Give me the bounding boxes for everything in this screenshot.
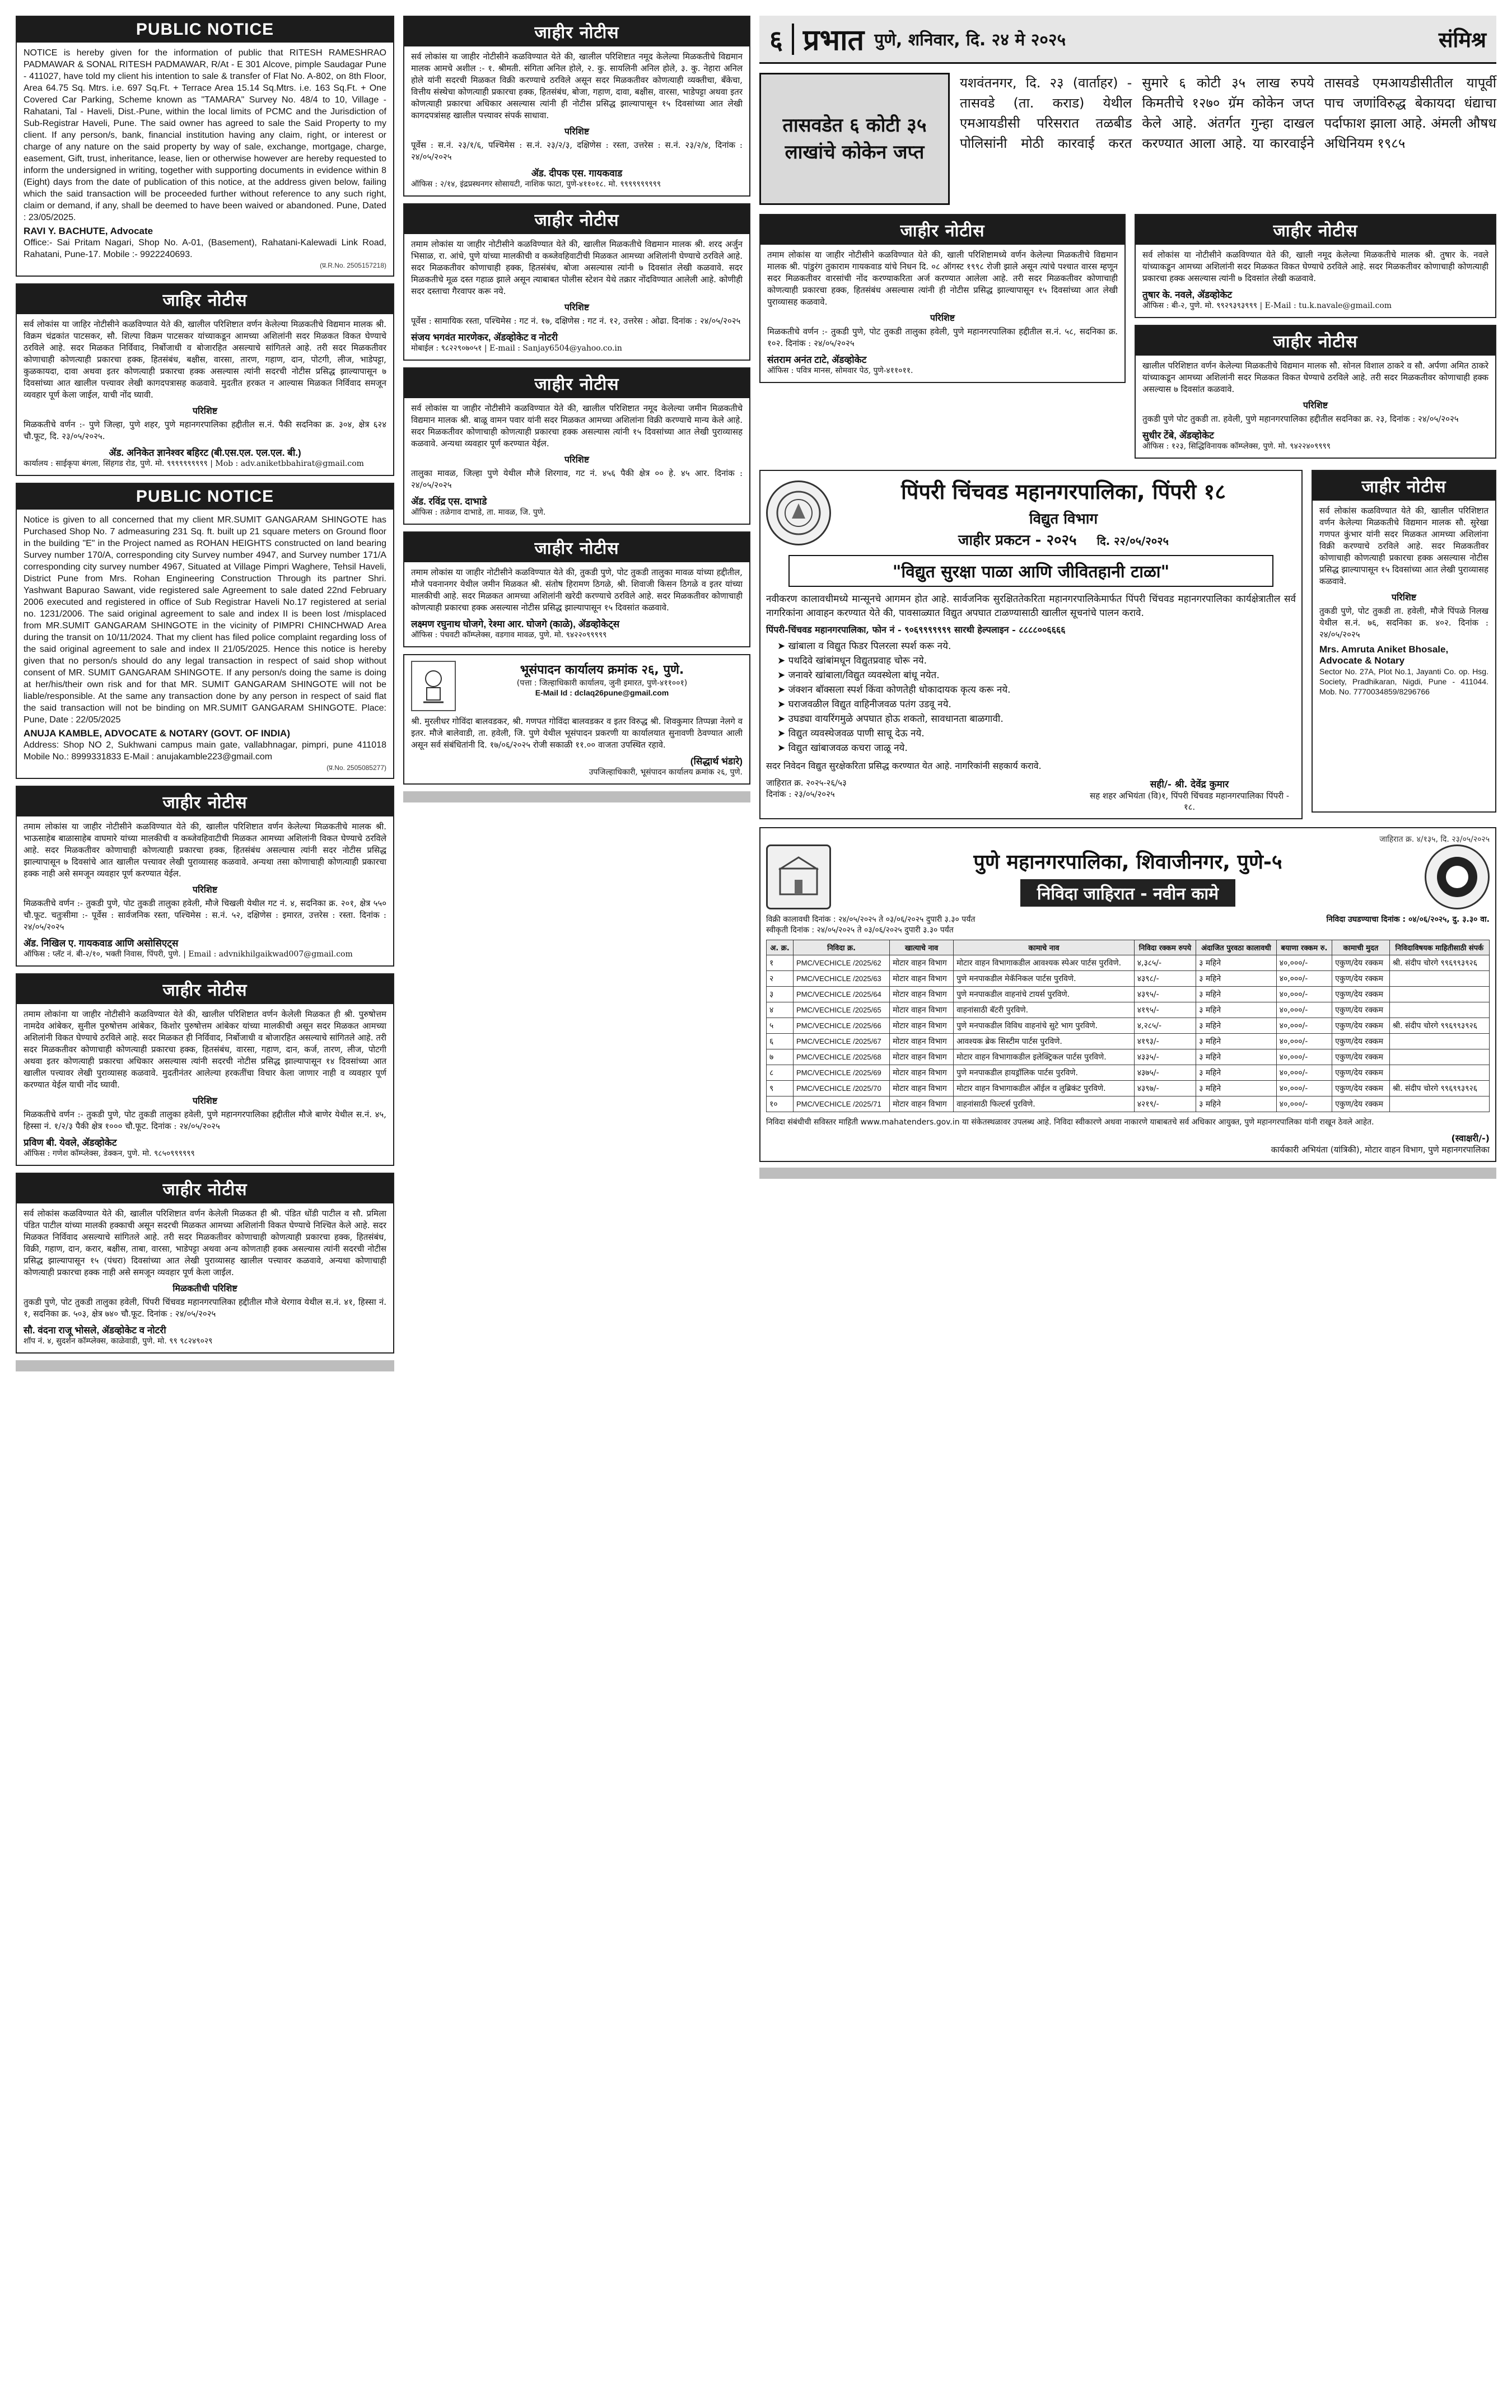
table-row [767, 955, 1490, 971]
pmc-designation: कार्यकारी अभियंता (यांत्रिकी), मोटार वाहन विभाग, पुणे महानगरपालिका [1271, 1145, 1490, 1155]
table-cell: १० [767, 1096, 794, 1112]
pcmc-pr-title: जाहीर प्रकटन - २०२५ [958, 532, 1077, 549]
pmc-org-block [831, 847, 1425, 907]
notice-signer: प्रविण बी. येवले, ॲडव्होकेट [24, 1137, 117, 1148]
table-row [767, 1065, 1490, 1081]
table-cell: ४३९८/- [1134, 971, 1196, 987]
pcmc-electricity-notice [759, 470, 1303, 819]
table-cell [1389, 1034, 1489, 1049]
pmc-emblem-icon [766, 844, 831, 909]
table-cell: २ [767, 971, 794, 987]
office-name: भूसंपादन कार्यालय क्रमांक २६, पुणे. [520, 663, 684, 677]
table-cell: ४०,०००/- [1276, 1096, 1332, 1112]
pcmc-org-name: पिंपरी चिंचवड महानगरपालिका, पिंपरी १८ [900, 479, 1226, 504]
table-cell [1389, 1065, 1489, 1081]
office-email: E-Mail Id : dclaq26pune@gmail.com [535, 688, 669, 697]
col-header: अ. क्र. [767, 940, 794, 955]
masthead-divider [792, 24, 794, 55]
list-item: ➤ घराजवळील विद्युत वाहिनीजवळ पतंग उडवू नये. [777, 697, 1296, 712]
notice-heading: जाहीर नोटीस [17, 787, 393, 816]
table-row [767, 1081, 1490, 1096]
col-header: निविदा क्र. [793, 940, 889, 955]
pcmc-row [759, 465, 1496, 819]
list-item: ➤ विद्युत व्यवस्थेजवळ पाणी साचू देऊ नये. [777, 726, 1296, 741]
schedule-text: मिळकतीचे वर्णन :- पुणे जिल्हा, पुणे शहर, पुणे महानगरपालिका हद्दीतील स.नं. पैकी सदनिका क्र. ३०४, क्षेत्र ६२४ चौ.फूट, दि. २३/०५/२०२५. [24, 419, 386, 441]
table-row [767, 1034, 1490, 1049]
notice-body: तमाम लोकांस या जाहीर नोटीसीने कळविण्यात येते की, तुकडी पुणे, पोट तुकडी तालुका मावळ यांच्या हद्दीतील, मौजे पवनानगर येथील जमीन मिळकत श्री. संतोष हिरामण ठिगळे, श्री. शिवाजी किसन ठिगळे व इतर यांच्या मालकीची आहे. सदर मिळकत आमच्या अशिलांनी खरेदी करण्याचे ठरविले आहे. सदर मिळकतीवर कोणाचाही कोणत्याही प्रकारचा हक्क असल्यास नोटीस प्रसिद्ध झाल्यापासून १५ दिवसांत कळवावे. [411, 567, 743, 613]
pmc-open-date: निविदा उघडण्याचा दिनांक : ०४/०६/२०२५, दु. ३.३० वा. [1326, 915, 1490, 924]
pmc-signer: (स्वाक्षरी/-) [1451, 1133, 1490, 1144]
notice-signer: (सिद्धार्थ भंडारे) [690, 756, 743, 767]
masthead [759, 16, 1496, 64]
table-cell: PMC/VECHICLE /2025/70 [793, 1081, 889, 1096]
table-cell: ९ [767, 1081, 794, 1096]
table-row [767, 987, 1490, 1002]
table-row [767, 1096, 1490, 1112]
notice-heading: जाहिर नोटीस [17, 284, 393, 314]
table-cell: एकुण/देय रक्कम [1332, 955, 1389, 971]
table-cell: श्री. संदीप चोरगे ९९६९९३९२६ [1389, 1081, 1489, 1096]
notice-heading: PUBLIC NOTICE [17, 17, 393, 43]
notice-pawar [403, 367, 750, 525]
notice-thigale [403, 531, 750, 647]
table-cell: ६ [767, 1034, 794, 1049]
public-notice-padmawar [16, 16, 394, 277]
list-item: ➤ पथदिवे खांबांमधून विद्युतप्रवाह चोरू नये. [777, 654, 1296, 668]
table-cell: ४३९७/- [1134, 1081, 1196, 1096]
table-cell: ४१९३/- [1134, 1034, 1196, 1049]
table-cell: ४०,०००/- [1276, 1018, 1332, 1034]
notice-bhisal [403, 203, 750, 361]
table-cell: ४१९५/- [1134, 1002, 1196, 1018]
schedule-title: परिशिष्ट [930, 312, 955, 323]
table-cell: ३ [767, 987, 794, 1002]
notice-address: ऑफिस : पंचवटी कॉम्प्लेक्स, वडगाव मावळ, पुणे. मो. ९४२२०९९९९९ [411, 631, 607, 640]
notice-signer: लक्ष्मण रघुनाथ घोजगे, रेश्मा आर. घोजगे (काळे), ॲडव्होकेट्स [411, 619, 620, 629]
table-cell: मोटार वाहन विभाग [890, 1002, 954, 1018]
pmc-tender-notice [759, 827, 1496, 1162]
notice-ref: (प्र.No. 2505085277) [326, 764, 386, 772]
list-item: ➤ जंक्शन बॉक्सला स्पर्श किंवा कोणतेही धोकादायक कृत्य करू नये. [777, 683, 1296, 697]
table-cell: एकुण/देय रक्कम [1332, 971, 1389, 987]
notice-address: ऑफिस : प्लॅट नं. बी-२/१०, भक्ती निवास, पिंपरी, पुणे. | Email : advnikhilgaikwad007@gmail.com [24, 950, 353, 959]
table-cell: मोटार वाहन विभाग [890, 1018, 954, 1034]
table-cell: एकुण/देय रक्कम [1332, 987, 1389, 1002]
schedule-title: परिशिष्ट [1303, 400, 1328, 410]
table-row [767, 1049, 1490, 1065]
emblem-icon [411, 661, 456, 711]
pcmc-tips-list [766, 639, 1296, 755]
news-headline: तासवडेत ६ कोटी ३५ लाखांचे कोकेन जप्त [759, 73, 950, 205]
table-cell: ३ महिने [1196, 1081, 1277, 1096]
pcmc-sign-row [766, 777, 1296, 813]
notices-row [759, 214, 1496, 465]
table-cell: एकुण/देय रक्कम [1332, 1049, 1389, 1065]
table-cell: ४३९५/- [1134, 987, 1196, 1002]
table-cell: ५ [767, 1018, 794, 1034]
notice-signer: ॲड. दीपक एस. गायकवाड [531, 168, 623, 179]
table-cell: मोटार वाहन विभाग [890, 1049, 954, 1065]
table-header-row [767, 940, 1490, 955]
notice-hole [403, 16, 750, 197]
table-cell: ३ महिने [1196, 971, 1277, 987]
notice-heading: जाहीर नोटीस [404, 533, 749, 562]
notice-signer: सौ. वंदना राजू भोसले, ॲडव्होकेट व नोटरी [24, 1325, 166, 1336]
pcmc-ref-date: दिनांक : २३/०५/२०२५ [766, 789, 835, 799]
schedule-title: परिशिष्ट [564, 302, 590, 312]
pmc-sale-period: विक्री कालावधी दिनांक : २४/०५/२०२५ ते ०३/०६/२०२५ दुपारी ३.३० पर्यंत [766, 915, 976, 924]
notice-designation: उपजिल्हाधिकारी, भूसंपादन कार्यालय क्रमांक २६, पुणे. [589, 768, 743, 777]
notice-thakare [1135, 325, 1496, 459]
notice-ref: (प्र.R.No. 2505157218) [320, 262, 386, 269]
table-cell: ४३३५/- [1134, 1049, 1196, 1065]
notice-signer: संजय भगवंत मारणेकर, ॲडव्होकेट व नोटरी [411, 332, 558, 343]
schedule-text: तुकडी पुणे पोट तुकडी ता. हवेली, पुणे महानगरपालिका हद्दीतील सदनिका क्र. २३, दिनांक : २४/०५/२०२५ [1142, 414, 1459, 424]
table-cell: PMC/VECHICLE /2025/63 [793, 971, 889, 987]
footer-stripe [403, 791, 750, 802]
table-cell: मोटार वाहन विभाग [890, 955, 954, 971]
notice-body: सर्व लोकांस या जाहीर नोटीसीने कळविण्यात येते की, खालील परिशिष्टात नमूद केलेल्या मिळकतीचे विद्यमान मालक आमचे अशील :- १. श्रीमती. संगिता अनिल होले, २. कु. सायलिनी अनिल होले, ३. कु. नेहारा अनिल होले यांनी सदरची मिळकत विक्री करण्याचे ठरविले असून सदर मिळकतीवर कोणत्याही व्यक्तीचा, बँकेचा, वित्तीय संस्थेचा कोणत्याही प्रकारचा हक्क, हितसंबंध, बोजा, गहाण, दावा, बक्षीस, वारसा, भाडेपट्टा अथवा इतर कोणत्याही प्रकारचा अधिकार असल्यास त्यांनी ही नोटीस प्रसिद्ध झाल्यापासून १५ दिवसांच्या आत लेखी कागदपत्रांसह खालील पत्त्यावर संपर्क साधावा. [411, 52, 743, 120]
notice-signer: ANUJA KAMBLE, ADVOCATE & NOTARY (GOVT. OF INDIA) [24, 728, 290, 739]
table-cell: एकुण/देय रक्कम [1332, 1096, 1389, 1112]
notice-address: ऑफिस : २/१४, इंद्रप्रस्थनगर सोसायटी, नाशिक फाटा, पुणे-४११०१८. मो. ९९९९९९९९९९ [411, 180, 661, 189]
notice-heading: जाहीर नोटीस [1313, 471, 1495, 501]
table-cell: ४०,०००/- [1276, 1065, 1332, 1081]
table-cell: ४०,०००/- [1276, 1081, 1332, 1096]
col-header: कामाचे नाव [954, 940, 1135, 955]
notice-address: ऑफिस : पवित्र मानस, सोमवार पेठ, पुणे-४११०११. [767, 366, 913, 375]
schedule-text: तुकडी पुणे, पोट तुकडी तालुका हवेली, पिंपरी चिंचवड महानगरपालिका हद्दीतील मौजे थेरगाव येथील स.नं. ४१, हिस्सा नं. १, सदनिका क्र. ५०३, क्षेत्र ७४० चौ.फूट. दिनांक : २४/०५/२०२५ [24, 1297, 386, 1319]
table-cell: ३ महिने [1196, 1096, 1277, 1112]
column-1 [16, 16, 394, 1371]
notice-body: तमाम लोकांना या जाहीर नोटीसीने कळविण्यात येते की, खालील परिशिष्टात वर्णन केलेली मिळकत ही श्री. पुरुषोत्तम नामदेव आंबेकर, सुनील पुरुषोत्तम आंबेकर, किशोर पुरुषोत्तम आंबेकर यांच्या मालकीची असून सदर मिळकत आमच्या अशिलांनी विकत घेण्याचे ठरविले आहे. सदर मिळकत ही निर्विवाद, निर्बोजाधी व बोजारहित असल्याचे सांगितले आहे. तरी सदर मिळकतीवर कोणाचाही कोणत्याही प्रकारचा हक्क, हितसंबंध, वारसा, गहाण, दान, कर्ज, तारण, लीज, पोटगी अथवा इतर कोणत्याही प्रकारचा अधिकार असल्यास त्यांनी सदरची नोटीस प्रसिद्ध झाल्यापासून १४ दिवसांच्या आत खालील पत्त्यावर लेखी पुराव्यासह कळवावे. मुदतीनंतर आलेल्या हरकतींचा विचार केला जाणार नाही व व्यवहार पूर्ण करण्यात येईल याची नोंद घ्यावी. [24, 1009, 386, 1090]
table-cell [1389, 987, 1489, 1002]
schedule-text: मिळकतीचे वर्णन :- तुकडी पुणे, पोट तुकडी तालुका हवेली, पुणे महानगरपालिका हद्दीतील स.नं. ५८, सदनिका क्र. १०२. दिनांक : २४/०५/२०२५ [767, 326, 1118, 348]
pcmc-designation: सह शहर अभियंता (वि)१, पिंपरी चिंचवड महानगरपालिका पिंपरी - १८. [1090, 791, 1289, 812]
notice-body: खालील परिशिष्टात वर्णन केलेल्या मिळकतीचे विद्यमान मालक सौ. सोनल विशाल ठाकरे व सौ. अर्पणा अमित ठाकरे यांच्याकडून आमच्या अशिलांनी सदर मिळकत विकत घेण्याचे ठरविले आहे. तरी सदर मिळकतीवर कोणाचाही हक्क असल्यास ७ दिवसांत कळवावे. [1142, 361, 1488, 394]
notice-body: तमाम लोकांस या जाहीर नोटीसीने कळविण्यात येते की, खालील मिळकतीचे विद्यमान मालक श्री. शरद अर्जुन भिसाळ, रा. आंधे, पुणे यांच्या मालकीची व कब्जेवहिवाटीची मिळकत आमच्या अशिलांनी घेण्याचे ठरविले आहे. सदर मिळकतीवर कोणाचाही हक्क, हितसंबंध, बोजा असल्यास त्यांनी ७ दिवसांत लेखी कळवावे. सदर मिळकतीचे मूळ दस्त गहाळ झाले असून त्याबाबत पोलीस स्टेशन येथे तक्रार नोंदविण्यात आलेली आहे. कोणीही सदर दस्ताचा गैरवापर करू नये. [411, 239, 743, 296]
notice-body: सर्व लोकांस कळविण्यात येते की, खालील परिशिष्टात वर्णन केलेली मिळकत ही श्री. पंडित धोंडी पाटील व सौ. प्रमिला पंडित पाटील यांच्या मालकी हक्काची असून सदरची मिळकत आमच्या अशिलांनी विकत घेण्याचे निश्चित केले आहे. सदर मिळकत निर्विवाद असल्याचे सांगितले आहे. तरी सदर मिळकतीवर कोणाचाही कोणत्याही प्रकारचा हक्क, हितसंबंध, विक्री, गहाण, दान, करार, बक्षीस, ताबा, वारसा, भाडेपट्टा अथवा अन्य कोणताही हक्क असल्यास त्यांनी सदरची नोटीस प्रसिद्ध झाल्यापासून १५ (पंधरा) दिवसांच्या आत लेखी पुराव्यासह खालील पत्त्यावर कळवावे, अन्यथा कोणाचाही कोणत्याही प्रकारचा हक्क नाही असे समजून व्यवहार पूर्ण केला जाईल. [24, 1208, 386, 1277]
list-item: ➤ जनावरे खांबाला/विद्युत व्यवस्थेला बांधू नयेत. [777, 668, 1296, 683]
table-cell: ४३७५/- [1134, 1065, 1196, 1081]
table-cell: ४०,०००/- [1276, 955, 1332, 971]
notice-address: मोबाईल : ९८२२९०७०५१ | E-mail : Sanjay6504@yahoo.co.in [411, 344, 622, 353]
table-cell: ४ [767, 1002, 794, 1018]
pmc-logo-icon [1425, 844, 1490, 909]
col-header: निविदा रक्कम रुपये [1134, 940, 1196, 955]
table-cell: मोटार वाहन विभाग [890, 1034, 954, 1049]
notice-signer: Mrs. Amruta Aniket Bhosale, Advocate & Notary [1319, 644, 1449, 666]
notice-address: Address: Shop NO 2, Sukhwani campus main gate, vallabhnagar, pimpri, pune 411018 Mobile No.: 8999331833 E-Mail : anujakamble223@gmail.com [24, 740, 386, 762]
notice-signer: संतराम अनंत टाटे, ॲडव्होकेट [767, 354, 867, 365]
table-cell [1389, 1002, 1489, 1018]
notice-body: NOTICE is hereby given for the information of public that RITESH RAMESHRAO PADMAWAR & SONAL RITESH PADMAWAR, R/At - E 301 Alcove, pimple Saudagar Pune - 411027, have told my client his intention to sale & transfer of Flat No. A-802, on 8th Floor, Area 64.75 Sq. Mtrs. i.e. 697 Sq.Ft. + Terrace Area 15.14 Sq.Mtrs. i.e. 163 Sq.Ft. + One Covered Car Parking, Scheme known as "TAMARA" Survey No. 48/4 to 10, Village - Rahatani, Tal - Haveli, Dist.-Pune, within the local limits of PCMC and the Jurisdiction of Sub-Registrar Haveli, Pune. The said owner has agreed to sale the Said Property to my client. If any person/s, bank, financial institution having any claim, right, or interest or charge of any nature on the said property by way of sale, exchange, mortgage, charge, easement, Gift, trust, inheritance, lease, lien or otherwise however are hereby requested to inform the undersigned in writing, together with supporting documents in evidence within 8 (Eight) days from the date of publication of this notice, at the address given below, failing which the said transaction will be proceeded further without reference to any such right, claim or demand, if any, shall be deemed to have been waived or abandoned. Pune, Dated : 23/05/2025. [24, 48, 386, 222]
list-item: ➤ विद्युत खांबाजवळ कचरा जाळू नये. [777, 741, 1296, 755]
pmc-ref: जाहिरात क्र. ४/१३५, दि. २३/०५/२०२५ [1379, 835, 1490, 844]
list-item: ➤ उघड्या वायरिंगमुळे अपघात होऊ शकतो, सावधानता बाळगावी. [777, 712, 1296, 726]
masthead-date: पुणे, शनिवार, दि. २४ मे २०२५ [874, 30, 1066, 50]
table-cell: PMC/VECHICLE /2025/65 [793, 1002, 889, 1018]
newspaper-logo: प्रभात [802, 24, 865, 57]
table-cell: ४०,०००/- [1276, 987, 1332, 1002]
notice-body: श्री. मुरलीधर गोविंदा बालवडकर, श्री. गणपत गोविंदा बालवडकर व इतर विरुद्ध श्री. शिवकुमार तिप्पन्ना नेलगे व इतर. मौजे बालेवाडी, ता. हवेली, जि. पुणे येथील भूसंपादन प्रकरणी या कार्यालयात सुनावणी ठेवण्यात आली असून सर्व संबंधितांनी दि. १७/०६/२०२५ रोजी सकाळी ११.०० वाजता उपस्थित रहावे. [411, 716, 743, 750]
table-cell: ३ महिने [1196, 1018, 1277, 1034]
schedule-title: मिळकतीची परिशिष्ट [172, 1283, 237, 1294]
pcmc-slogan: "विद्युत सुरक्षा पाळा आणि जीवितहानी टाळा" [788, 555, 1273, 587]
notice-heading: जाहीर नोटीस [404, 17, 749, 46]
table-cell: PMC/VECHICLE /2025/69 [793, 1065, 889, 1081]
news-body: यशवंतनगर, दि. २३ (वार्ताहर) - तासवडे (ता. कराड) येथील एमआयडीसी परिसरात तळबीड पोलिसांनी मोठी कारवाई करत सुमारे ६ कोटी ३५ लाख रुपये किमतीचे १२७० ग्रॅम कोकेन जप्त केले आहे. अंतर्गत गुन्हा दाखल करण्यात आला आहे. या कारवाईने तासवडे एमआयडीसीतील यापूर्वी पाच जणांविरुद्ध बेकायदा धंद्याचा पर्दाफाश झाला आहे. अंमली औषध अधिनियम १९८५ [960, 75, 1496, 151]
table-cell [1389, 1096, 1489, 1112]
notice-kumbhar [1312, 470, 1496, 813]
table-cell: ४०,०००/- [1276, 1049, 1332, 1065]
col-header: खात्याचे नाव [890, 940, 954, 955]
table-cell: पुणे मनपाकडील विविध वाहनांचे सुटे भाग पुरविणे. [954, 1018, 1135, 1034]
table-cell: एकुण/देय रक्कम [1332, 1002, 1389, 1018]
pcmc-footer: सदर निवेदन विद्युत सुरक्षेकरिता प्रसिद्ध करण्यात येत आहे. नागरिकांनी सहकार्य करावे. [766, 760, 1042, 771]
table-cell [1389, 1049, 1489, 1065]
pmc-header [766, 844, 1490, 909]
table-cell: एकुण/देय रक्कम [1332, 1081, 1389, 1096]
news-article [759, 73, 1496, 205]
notice-heading: जाहीर नोटीस [404, 368, 749, 398]
table-row [767, 971, 1490, 987]
column-4 [1135, 214, 1496, 465]
notice-heading: PUBLIC NOTICE [17, 484, 393, 510]
office-block [461, 661, 743, 697]
schedule-text: तुकडी पुणे, पोट तुकडी ता. हवेली, मौजे पिंपळे निलख येथील स.नं. ७६, सदनिका क्र. ४०२. दिनांक : २४/०५/२०२५ [1319, 606, 1488, 640]
notice-gaikwad [759, 214, 1126, 383]
pmc-org-name: पुणे महानगरपालिका, शिवाजीनगर, पुणे-५ [973, 851, 1282, 874]
land-acquisition-notice [403, 654, 750, 785]
table-cell: मोटार वाहन विभाग [890, 1081, 954, 1096]
notice-address: ऑफिस : १२३, सिद्धिविनायक कॉम्प्लेक्स, पुणे. मो. ९४२२४०९९९९ [1142, 442, 1331, 451]
notice-heading: जाहीर नोटीस [1136, 215, 1495, 245]
pcmc-signer: सही/- श्री. देवेंद्र कुमार [1150, 779, 1229, 790]
pcmc-emblem-icon [766, 480, 831, 545]
pmc-periods [766, 914, 975, 935]
table-cell: ७ [767, 1049, 794, 1065]
footer-stripe [16, 1360, 394, 1371]
table-cell: ४,३८५/- [1134, 955, 1196, 971]
table-cell: वाहनांसाठी बॅटरी पुरविणे. [954, 1002, 1135, 1018]
table-cell: एकुण/देय रक्कम [1332, 1034, 1389, 1049]
table-row [767, 1018, 1490, 1034]
notice-address: Office:- Sai Pritam Nagari, Shop No. A-01, (Basement), Rahatani-Kalewadi Link Road, Rahatani, Pune-17. Mobile :- 9922240693. [24, 238, 386, 259]
notice-heading: जाहीर नोटीस [404, 204, 749, 234]
table-cell: पुणे मनपाकडील मेकॅनिकल पार्टस पुरविणे. [954, 971, 1135, 987]
notice-address: ऑफिस : तळेगाव दाभाडे, ता. मावळ, जि. पुणे. [411, 508, 546, 517]
schedule-text: पूर्वेस : सामायिक रस्ता, पश्चिमेस : गट नं. १७, दक्षिणेस : गट नं. १२, उत्तरेस : ओढा. दिनांक : २४/०५/२०२५ [411, 316, 741, 326]
footer-stripe [759, 1168, 1496, 1179]
notice-heading: जाहीर नोटीस [17, 974, 393, 1004]
col-header: बयाणा रक्कम रु. [1276, 940, 1332, 955]
table-cell: मोटार वाहन विभागाकडील आवश्यक स्पेअर पार्टस पुरविणे. [954, 955, 1135, 971]
schedule-text: मिळकतीचे वर्णन :- तुकडी पुणे, पोट तुकडी तालुका हवेली, मौजे चिखली येथील गट नं. ४, सदनिका क्र. २०१, क्षेत्र ५५० चौ.फूट. चतुःसीमा :- पूर्वेस : सार्वजनिक रस्ता, पश्चिमेस : स.नं. ५२, दक्षिणेस : इमारत, उत्तरेस : रस्ता. दिनांक : २४/०५/२०२५ [24, 898, 386, 932]
notice-signer: RAVI Y. BACHUTE, Advocate [24, 226, 153, 236]
schedule-text: मिळकतीचे वर्णन :- तुकडी पुणे, पोट तुकडी तालुका हवेली, पुणे महानगरपालिका हद्दीतील मौजे बाणेर येथील स.नं. ४५, हिस्सा नं. १/२/३ पैकी क्षेत्र १००० चौ.फूट. दिनांक : २४/०५/२०२५ [24, 1109, 386, 1131]
notice-navale [1135, 214, 1496, 318]
pmc-receive-period: स्वीकृती दिनांक : २४/०५/२०२५ ते ०३/०६/२०२५ दुपारी ३.३० पर्यंत [766, 926, 954, 935]
col-header: कामाची मुदत [1332, 940, 1389, 955]
table-cell: ३ महिने [1196, 1065, 1277, 1081]
notice-body: तमाम लोकांस या जाहीर नोटीसीने कळविण्यात येते की, खालील परिशिष्टात वर्णन केलेल्या मिळकतीचे मालक श्री. भाऊसाहेब बाळासाहेब वाघमारे यांच्या मालकीची व कब्जेवहिवाटीची मिळकत आमच्या अशिलांनी विकत घेण्याचे ठरविले आहे. सदर मिळकतीवर कोणाचाही कोणत्याही प्रकारचा हक्क, हितसंबंध असल्यास त्यांनी सदर नोटीस प्रसिद्ध झाल्यापासून ७ दिवसांचे आत खालील पत्त्यावर लेखी पुराव्यासह कळवावे. अन्यथा तसा कोणाचाही कोणत्याही प्रकारचा हक्क नाही असे समजून व्यवहार पूर्ण करण्यात येईल. [24, 822, 386, 879]
table-cell: PMC/VECHICLE /2025/62 [793, 955, 889, 971]
pcmc-dept: विद्युत विभाग [1029, 511, 1098, 528]
pcmc-intro: नवीकरण कालावधीमध्ये मान्सूनचे आगमन होत आहे. सार्वजनिक सुरक्षिततेकरिता महानगरपालिकेमार्फत पिंपरी चिंचवड महानगरपालिका कार्यक्षेत्रातील सर्व नागरिकांना आवाहन करण्यात येते की, पावसाळ्यात विद्युत अपघात टाळण्यासाठी खालील सूचनांचे पालन करावे. [766, 594, 1296, 619]
gov-header [411, 661, 743, 711]
table-cell: PMC/VECHICLE /2025/71 [793, 1096, 889, 1112]
notice-ambekar [16, 973, 394, 1166]
col-header: अंदाजित पुरवठा कालावधी [1196, 940, 1277, 955]
table-cell: ८ [767, 1065, 794, 1081]
notice-body: सर्व लोकांस या जाहिर नोटीसीने कळविण्यात येते की, खालील परिशिष्टात वर्णन केलेल्या मिळकतीचे विद्यमान मालक श्री. विक्रम चंद्रकांत पाटसकर, सौ. शिल्पा विक्रम पाटसकर यांच्याकडून आमच्या अशिलांनी सदर मिळकत विकत घेण्याचे ठरविले आहे. सदर मिळकत निर्विवाद, निर्बोजाधी व बोजारहित असल्याचे सांगितले आहे. तरी सदर मिळकतीवर कोणाचाही कोणत्याही प्रकारचा हक्क, हितसंबंध, बक्षीस, वारसा, तारण, गहाण, दान, पोटगी, लीज, भाडेपट्टा, कुळकायदा, दावा अथवा इतर कोणत्याही प्रकारचा हक्क असल्यास त्यांनी सदरची नोटीस प्रसिद्ध झाल्यापासून ७ दिवसांच्या आत खालील पत्त्यावर लेखी कागदपत्रासह कळवावे. मुदतीत हरकत न आल्यास मिळकत निर्विवाद समजून व्यवहार पूर्ण केला जाईल, याची नोंद घ्यावी. [24, 319, 386, 400]
column-2 [403, 16, 750, 802]
public-notice-shingote [16, 483, 394, 779]
notice-patil [16, 1173, 394, 1354]
table-cell: मोटार वाहन विभागाकडील ऑईल व लुब्रिकंट पुरविणे. [954, 1081, 1135, 1096]
table-cell: ४२१९/- [1134, 1096, 1196, 1112]
pcmc-pr-date: दि. २२/०५/२०२५ [1096, 534, 1169, 548]
schedule-title: परिशिष्ट [564, 454, 590, 465]
table-cell: आवश्यक ब्रेक सिस्टीम पार्टस पुरविणे. [954, 1034, 1135, 1049]
list-item: ➤ खांबाला व विद्युत फिडर पिलरला स्पर्श करू नये. [777, 639, 1296, 654]
table-cell: पुणे मनपाकडील वाहनांचे टायर्स पुरविणे. [954, 987, 1135, 1002]
notice-signer: तुषार के. नवले, ॲडव्होकेट [1142, 290, 1233, 300]
table-cell: PMC/VECHICLE /2025/64 [793, 987, 889, 1002]
office-address: (पत्ता : जिल्हाधिकारी कार्यालय, जुनी इमारत, पुणे-४११००१) [516, 679, 688, 688]
schedule-text: तालुका मावळ, जिल्हा पुणे येथील मौजे शिरगाव, गट नं. ४५६ पैकी क्षेत्र ०० हे. ४५ आर. दिनांक : २४/०५/२०२५ [411, 468, 743, 490]
pcmc-header [766, 477, 1296, 549]
section-name: संमिश्र [1438, 27, 1486, 52]
column-3 [759, 214, 1126, 465]
table-cell: ३ महिने [1196, 1034, 1277, 1049]
table-cell: PMC/VECHICLE /2025/67 [793, 1034, 889, 1049]
schedule-title: परिशिष्ट [192, 884, 218, 895]
notice-signer: ॲड. निखिल ए. गायकवाड आणि असोसिएट्स [24, 938, 179, 949]
page-number: ६ [769, 24, 783, 55]
table-cell: ४०,०००/- [1276, 1002, 1332, 1018]
pmc-subtitle: निविदा जाहिरात - नवीन कामे [1020, 879, 1235, 907]
schedule-title: परिशिष्ट [564, 126, 590, 137]
table-cell: मोटार वाहन विभागाकडील इलेक्ट्रिकल पार्टस पुरविणे. [954, 1049, 1135, 1065]
table-cell [1389, 971, 1489, 987]
pcmc-ref-no: जाहिरात क्र. २०२५-२६/५३ [766, 778, 847, 788]
notice-body: सर्व लोकांस कळविण्यात येते की, खालील परिशिष्टात वर्णन केलेल्या मिळकतीचे विद्यमान मालक सौ. सुरेखा गणपत कुंभार यांनी सदर मिळकत आमच्या अशिलांना विक्री करण्याचे ठरविले आहे. सदर मिळकतीवर कोणाचाही कोणत्याही प्रकारचा हक्क असल्यास नोटीस प्रसिद्ध झाल्यापासून १५ दिवसांच्या आत लेखी पुराव्यासह कळवावे. [1319, 506, 1488, 586]
table-cell: एकुण/देय रक्कम [1332, 1065, 1389, 1081]
notice-heading: जाहीर नोटीस [1136, 326, 1495, 356]
notice-waghmare [16, 786, 394, 967]
table-cell: ४,२८५/- [1134, 1018, 1196, 1034]
schedule-title: परिशिष्ट [192, 405, 218, 416]
table-cell: ३ महिने [1196, 1049, 1277, 1065]
schedule-title: परिशिष्ट [192, 1095, 218, 1106]
notice-heading: जाहीर नोटीस [760, 215, 1124, 245]
notice-body: सर्व लोकांस या नोटीसीने कळविण्यात येते की, खाली नमूद केलेल्या मिळकतीचे मालक श्री. तुषार के. नवले यांच्याकडून आमच्या अशिलांनी सदर मिळकत विकत घेण्याचे ठरविले आहे. सदर मिळकतीवर कोणाचाही कोणत्याही प्रकारचा हक्क असल्यास त्यांनी ७ दिवसांत लेखी कळवावे. [1142, 250, 1488, 283]
tender-table [766, 940, 1490, 1112]
pmc-signature [766, 1132, 1490, 1155]
notice-address: ऑफिस : गणेश कॉम्प्लेक्स, डेक्कन, पुणे. मो. ९८५०९९९९९९ [24, 1149, 195, 1158]
pcmc-refs [766, 777, 847, 813]
notice-body: Notice is given to all concerned that my client MR.SUMIT GANGARAM SHINGOTE has Purchased Shop No. 7 admeasuring 231 Sq. ft. built up 21 square meters on Ground floor in the building "E" in the Project named as ROHAN HEIGHTS constructed on land bearing Survey number 170/A, corresponding city Survey number 4947, and Survey number 171/A corresponding city survey number 4967, Situated at Village Pimpri Waghere, Tehsil Haveli, District Pune from Mrs. Rohan Engineering Construction Through its partner Shri. Yashwant Bapurao Sawant, vide registered sale Agreement to sale dated 22nd February 2006 executed and registered in office of Sub Registrar Haveli No.17 registered at serial no. 1231/2006. The said original agreement to sale and index II is been lost /misplaced from MR.SUMIT GANGARAM SHINGOTE in the vicinity of PIMPRI CHINCHWAD Area during the transit on 10/11/2024. That my client has filed police complaint regarding loss of the said original agreement to sale and index II 21/05/2025. Hence this notice is hereby given that no person/s should do any legal transaction in respect of said shop without consent of MR. SUMIT GANGARAM SHINGOTE. If any person/s doing the same is doing at her/his/their own risk and for that MR. SUMIT GANGARAM SHINGOTE will not be liable/responsible. At the same any transaction done by any person in respect of said flat the said transaction will not be binding on MR.SUMIT GANGARAM SHINGOTE. Place: Pune, Date : 22/05/2025 [24, 515, 386, 725]
pmc-dates [766, 914, 1490, 935]
pcmc-org-block [831, 477, 1296, 549]
table-cell: मोटार वाहन विभाग [890, 987, 954, 1002]
notice-heading: जाहीर नोटीस [17, 1174, 393, 1203]
table-row [767, 1002, 1490, 1018]
schedule-title: परिशिष्ट [1391, 592, 1417, 603]
schedule-text: पूर्वेस : स.नं. २३/१/६, पश्चिमेस : स.नं. २३/२/३, दक्षिणेस : रस्ता, उत्तरेस : स.नं. २३/२/४, दिनांक : २४/०५/२०२५ [411, 140, 743, 162]
pmc-footer: निविदा संबंधीची सविस्तर माहिती www.mahatenders.gov.in या संकेतस्थळावर उपलब्ध आहे. निविदा स्वीकारणे अथवा नाकारणे याबाबतचे सर्व अधिकार आयुक्त, पुणे महानगरपालिका यांनी राखून ठेवले आहेत. [766, 1118, 1374, 1127]
notice-patsakar [16, 283, 394, 476]
pcmc-helpline: पिंपरी-चिंचवड महानगरपालिका, फोन नं - ९०६९९९९९९९ सारथी हेल्पलाइन - ८८८८००६६६६ [766, 624, 1066, 635]
table-cell: ३ महिने [1196, 1002, 1277, 1018]
table-cell: मोटार वाहन विभाग [890, 971, 954, 987]
table-cell: पुणे मनपाकडील हायड्रॉलिक पार्टस पुरविणे. [954, 1065, 1135, 1081]
table-cell: वाहनांसाठी फिल्टर्स पुरविणे. [954, 1096, 1135, 1112]
notice-address: शॉप नं. ४, सुदर्शन कॉम्प्लेक्स, काळेवाडी, पुणे. मो. ९९ ९८२४९०२९ [24, 1337, 213, 1346]
notice-address: Sector No. 27A, Plot No.1, Jayanti Co. op. Hsg. Society, Pradhikaran, Nigdi, Pune - 411044. Mob. No. 7770034859/8296766 [1319, 667, 1488, 696]
table-cell: ३ महिने [1196, 955, 1277, 971]
table-cell: एकुण/देय रक्कम [1332, 1018, 1389, 1034]
newspaper-page [16, 16, 1496, 2373]
table-cell: श्री. संदीप चोरगे ९९६९९३९२६ [1389, 955, 1489, 971]
table-cell: मोटार वाहन विभाग [890, 1065, 954, 1081]
notice-signer: सुधीर टेंबे, ॲडव्होकेट [1142, 430, 1214, 441]
table-cell: ४०,०००/- [1276, 1034, 1332, 1049]
pcmc-signature [1083, 777, 1296, 813]
notice-signer: ॲड. अनिकेत ज्ञानेश्वर बहिरट (बी.एस.एल. एल.एल. बी.) [109, 447, 301, 458]
notice-body: सर्व लोकांस या जाहीर नोटीसीने कळविण्यात येते की, खालील परिशिष्टात नमूद केलेल्या जमीन मिळकतीचे विद्यमान मालक श्री. बाळू वामन पवार यांनी सदर मिळकत आमच्या अशिलांना विक्री करण्याचे मान्य केले आहे. सदर मिळकतीवर कोणाचाही कोणत्याही प्रकारचा हक्क असल्यास त्यांनी १५ दिवसांच्या आत लेखी पुराव्यासह कळवावे. अन्यथा व्यवहार पूर्ण करण्यात येईल. [411, 403, 743, 449]
table-cell: PMC/VECHICLE /2025/68 [793, 1049, 889, 1065]
table-cell: १ [767, 955, 794, 971]
pcmc-pr [831, 529, 1296, 549]
notice-address: ऑफिस : बी-२, पुणे. मो. ९९२९३९३९९९ | E-Mail : tu.k.navale@gmail.com [1142, 301, 1392, 310]
table-cell: ४०,०००/- [1276, 971, 1332, 987]
col-header: निविदाविषयक माहितीसाठी संपर्क [1389, 940, 1489, 955]
table-cell: ३ महिने [1196, 987, 1277, 1002]
table-cell: श्री. संदीप चोरगे ९९६९९३९२६ [1389, 1018, 1489, 1034]
notice-signer: ॲड. रविंद्र एस. दाभाडे [411, 496, 487, 507]
table-cell: मोटार वाहन विभाग [890, 1096, 954, 1112]
column-3-4 [759, 16, 1496, 1179]
notice-body: तमाम लोकांस या जाहीर नोटीसीने कळविण्यात येते की, खाली परिशिष्टामध्ये वर्णन केलेल्या मिळकतीचे विद्यमान मालक श्री. पांडुरंग तुकाराम गायकवाड यांचे निधन दि. ०८ ऑगस्ट १९९८ रोजी झाले असून त्यांचे पश्चात वारस म्हणून सदर मिळकतीवर वारसांची नोंद करण्याकरिता अर्ज करण्यात आलेला आहे. तरी सदर मिळकतीवर कोणाचाही कोणत्याही प्रकारचा हक्क, हितसंबंध असल्यास त्यांनी ही नोटीस प्रसिद्ध झाल्यापासून १५ दिवसांच्या आत लेखी पुराव्यासह कळवावे. [767, 250, 1118, 307]
table-cell: PMC/VECHICLE /2025/66 [793, 1018, 889, 1034]
notice-address: कार्यालय : साईकृपा बंगला, सिंहगड रोड, पुणे. मो. ९९९९९९९९९९ | Mob : adv.aniketbbahirat@gmail.com [24, 459, 364, 468]
